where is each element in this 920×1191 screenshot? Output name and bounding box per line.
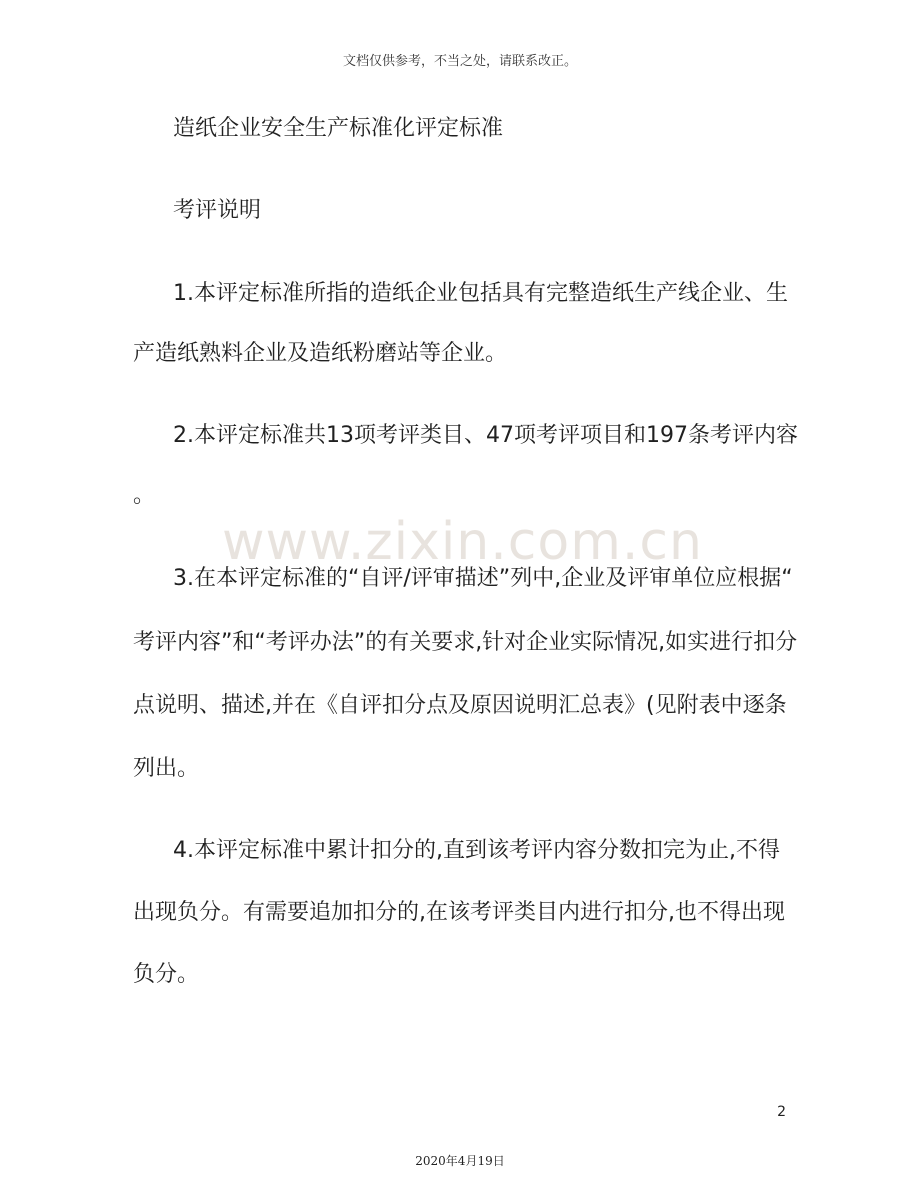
- paragraph-2-line-2: 。: [133, 483, 156, 508]
- page-number: 2: [777, 1104, 786, 1120]
- paragraph-1-line-1: 1.本评定标准所指的造纸企业包括具有完整造纸生产线企业、生: [173, 281, 788, 306]
- watermark: www.zixin.com.cn: [222, 512, 703, 572]
- paragraph-1-line-2: 产造纸熟料企业及造纸粉磨站等企业。: [133, 341, 508, 366]
- paragraph-4-line-2: 出现负分。有需要追加扣分的,在该考评类目内进行扣分,也不得出现: [133, 900, 785, 925]
- paragraph-3-line-3: 点说明、描述,并在《自评扣分点及原因说明汇总表》(见附表中逐条: [133, 693, 787, 718]
- document-title: 造纸企业安全生产标准化评定标准: [173, 116, 504, 141]
- header-note: 文档仅供参考，不当之处，请联系改正。: [342, 54, 577, 69]
- paragraph-4-line-1: 4.本评定标准中累计扣分的,直到该考评内容分数扣完为止,不得: [173, 838, 780, 863]
- paragraph-4-line-3: 负分。: [133, 962, 200, 987]
- paragraph-3-line-1: 3.在本评定标准的“自评/评审描述”列中,企业及评审单位应根据“: [173, 566, 793, 591]
- paragraph-3-line-4: 列出。: [133, 756, 200, 781]
- section-title: 考评说明: [173, 198, 262, 223]
- paragraph-3-line-2: 考评内容”和“考评办法”的有关要求,针对企业实际情况,如实进行扣分: [133, 630, 798, 655]
- paragraph-2-line-1: 2.本评定标准共13项考评类目、47项考评项目和197条考评内容: [173, 423, 798, 448]
- footer-date: 2020年4月19日: [415, 1154, 505, 1168]
